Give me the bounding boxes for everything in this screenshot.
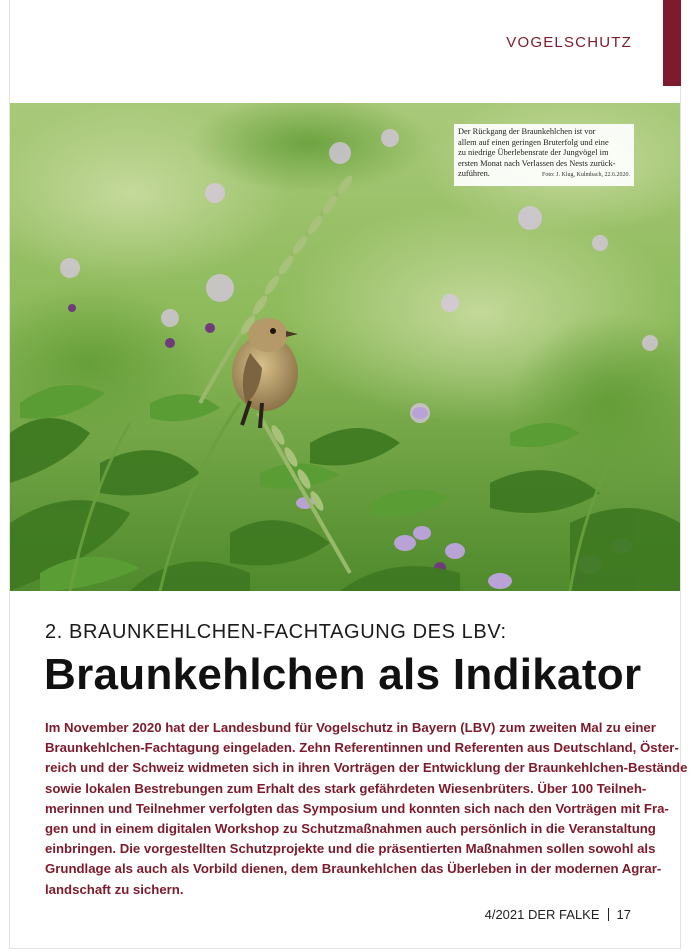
issue-number: 4/2021	[484, 907, 525, 922]
caption-line: zu niedrige Überlebensrate der Jungvögel im	[458, 148, 609, 158]
lead-line: Braunkehlchen-Fachtagung eingeladen. Zehn Referentinnen und Referenten aus Deutschland, Öster-	[45, 740, 679, 756]
article-lead	[45, 718, 688, 900]
section-label: VOGELSCHUTZ	[506, 34, 632, 51]
caption-line: allem auf einen geringen Bruterfolg und eine	[458, 137, 609, 147]
lead-line: Im November 2020 hat der Landesbund für Vogelschutz in Bayern (LBV) zum zweiten Mal zu einer	[45, 720, 656, 735]
lead-line: gen und in einem digitalen Workshop zu Schutzmaßnahmen auch persönlich in die Veranstaltung	[45, 821, 656, 837]
magazine-name: DER FALKE	[528, 907, 600, 922]
lead-line: Grundlage als auch als Vorbild dienen, dem Braunkehlchen das Überleben in der modernen Agrar-	[45, 861, 662, 877]
article-headline: Braunkehlchen als Indikator	[44, 650, 642, 699]
lead-line: landschaft zu sichern.	[45, 881, 184, 897]
page-number: 17	[616, 907, 631, 922]
lead-line: einbringen. Die vorgestellten Schutzprojekte und die präsentierten Maßnahmen sollen sowohl als	[45, 841, 656, 857]
section-accent-bar	[663, 0, 681, 86]
caption-line: ersten Monat nach Verlassen des Nests zurück-	[458, 158, 616, 168]
photo-caption	[454, 124, 634, 186]
lead-line: sowie lokalen Bestrebungen zum Erhalt des stark gefährdeten Wiesenbrüters. Über 100 Teilneh-	[45, 780, 647, 796]
lead-line: merinnen und Teilnehmer verfolgten das Symposium und konnten sich nach den Vorträgen mit Fra-	[45, 800, 669, 816]
article-kicker: 2. BRAUNKEHLCHEN-FACHTAGUNG DES LBV:	[45, 621, 507, 643]
caption-line: Der Rückgang der Braunkehlchen ist vor	[458, 127, 596, 136]
caption-line: zuführen.	[458, 169, 490, 179]
photo-credit: Foto: J. Klug, Kulmbach, 22.6.2020.	[542, 171, 630, 178]
footer-divider	[608, 908, 609, 921]
page-footer	[485, 907, 631, 922]
lead-line: reich und der Schweiz widmeten sich in ihren Vorträgen der Entwicklung der Braunkehlchen-Bestände	[45, 760, 688, 776]
